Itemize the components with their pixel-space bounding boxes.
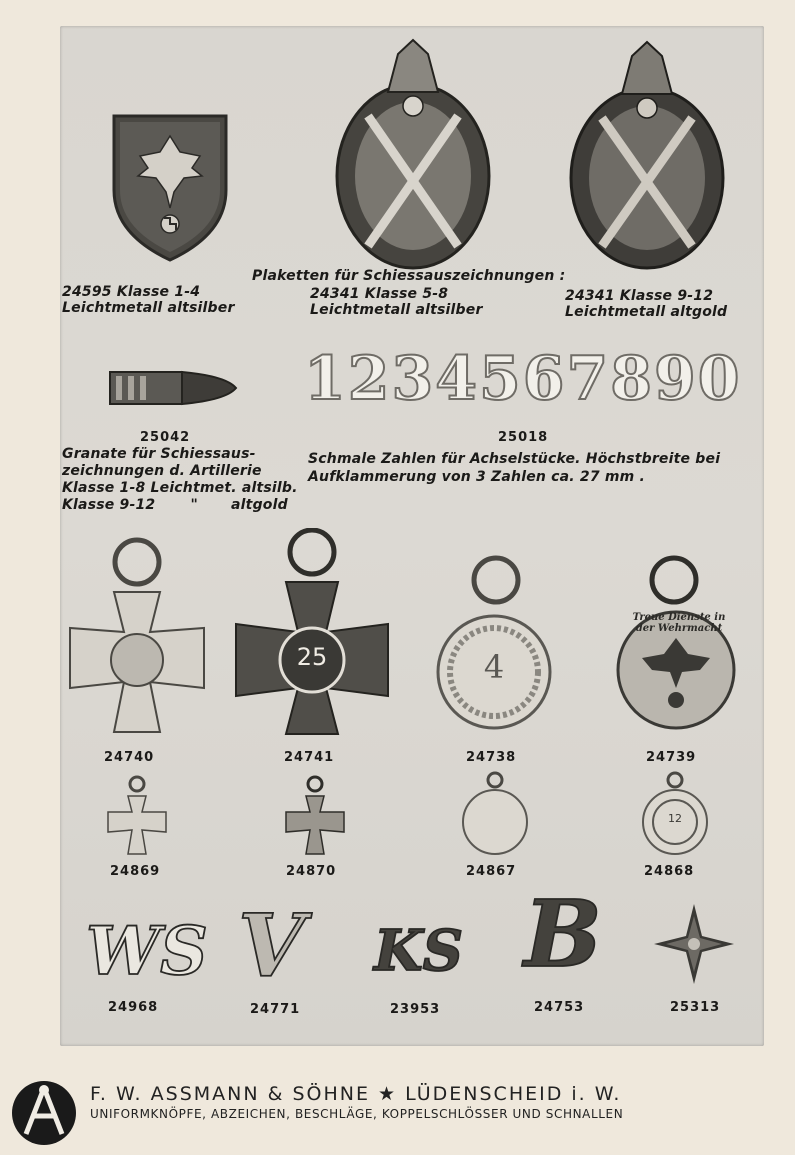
item-class: Klasse 1-4: [116, 284, 201, 300]
item-material: Leichtmetall altsilber: [310, 302, 483, 318]
miniature-cross-icon: [104, 772, 170, 858]
eagle-shield-icon: [110, 112, 230, 264]
text-line: Granate für Schiessaus-: [62, 446, 256, 462]
text-line: Klasse 1-8 Leichtmet. altsilb.: [62, 480, 298, 496]
cross-number-label: 25: [296, 643, 328, 671]
miniature-cross-dark-icon: [282, 772, 348, 858]
ditto-mark: ": [190, 497, 198, 513]
item-number: 24341: [310, 286, 360, 302]
monogram-number: 23953: [390, 1002, 441, 1017]
monogram-b: B: [524, 880, 602, 988]
shoulder-pip-star-icon: [652, 902, 736, 986]
medal-number-label: 4: [483, 648, 505, 686]
medal-number: 24868: [644, 864, 695, 879]
company-name: F. W. ASSMANN & SÖHNE ★ LÜDENSCHEID i. W.: [90, 1083, 622, 1105]
catalog-plate: [60, 26, 764, 1046]
text-line: Klasse 9-12: [62, 497, 156, 513]
medal-number: 24738: [466, 750, 517, 765]
miniature-medal-icon: [460, 770, 530, 856]
company-logo-icon: [8, 1078, 80, 1148]
medal-number: 24867: [466, 864, 517, 879]
plaketten-caption: Plaketten für Schiessauszeichnungen :: [252, 268, 566, 284]
item-class: Klasse 5-8: [364, 286, 449, 302]
item-24341-silver: [310, 286, 483, 318]
shooting-badge-icon: [328, 36, 498, 276]
item-number-25018: 25018: [498, 430, 549, 445]
item-class: Klasse 9-12: [619, 288, 714, 304]
item-material: Leichtmetall altgold: [565, 304, 728, 320]
item-number: 24595: [62, 284, 112, 300]
monogram-number: 24753: [534, 1000, 585, 1015]
item-number: 24341: [565, 288, 615, 304]
company-products: UNIFORMKNÖPFE, ABZEICHEN, BESCHLÄGE, KOPPELSCHLÖSSER UND SCHNALLEN: [90, 1107, 624, 1121]
item-material: Leichtmetall altsilber: [62, 300, 235, 316]
shoulder-digits: 1234567890: [304, 344, 742, 414]
shooting-badge-gold-icon: [562, 40, 732, 276]
medal-number: 24741: [284, 750, 335, 765]
medal-number: 24740: [104, 750, 155, 765]
service-cross-25-icon: [232, 528, 392, 738]
text-line: zeichnungen d. Artillerie: [62, 463, 262, 479]
monogram-ws: WS: [86, 912, 208, 990]
medal-legend-text: Treue Dienste in der Wehrmacht: [632, 612, 726, 634]
granate-description: [62, 446, 298, 514]
monogram-ks: KS: [374, 918, 464, 984]
service-cross-icon: [64, 536, 210, 736]
medal-number: 24869: [110, 864, 161, 879]
small-medal-number-label: 12: [668, 812, 682, 825]
text-line: altgold: [231, 497, 288, 513]
medal-number: 24739: [646, 750, 697, 765]
item-number-25042: 25042: [140, 430, 191, 445]
monogram-v: V: [238, 896, 305, 997]
item-24341-gold: [565, 288, 727, 320]
text-line: Aufklammerung von 3 Zahlen ca. 27 mm .: [308, 469, 646, 485]
zahlen-description: [308, 450, 720, 486]
eagle-medal-icon: [616, 554, 740, 730]
medal-number: 24870: [286, 864, 337, 879]
item-24595: [62, 284, 235, 316]
shell-badge-icon: [108, 364, 238, 412]
monogram-number: 24771: [250, 1002, 301, 1017]
monogram-number: 25313: [670, 1000, 721, 1015]
monogram-number: 24968: [108, 1000, 159, 1015]
service-medal-4-icon: [434, 554, 554, 730]
text-line: Schmale Zahlen für Achselstücke. Höchstbreite bei: [308, 451, 721, 467]
